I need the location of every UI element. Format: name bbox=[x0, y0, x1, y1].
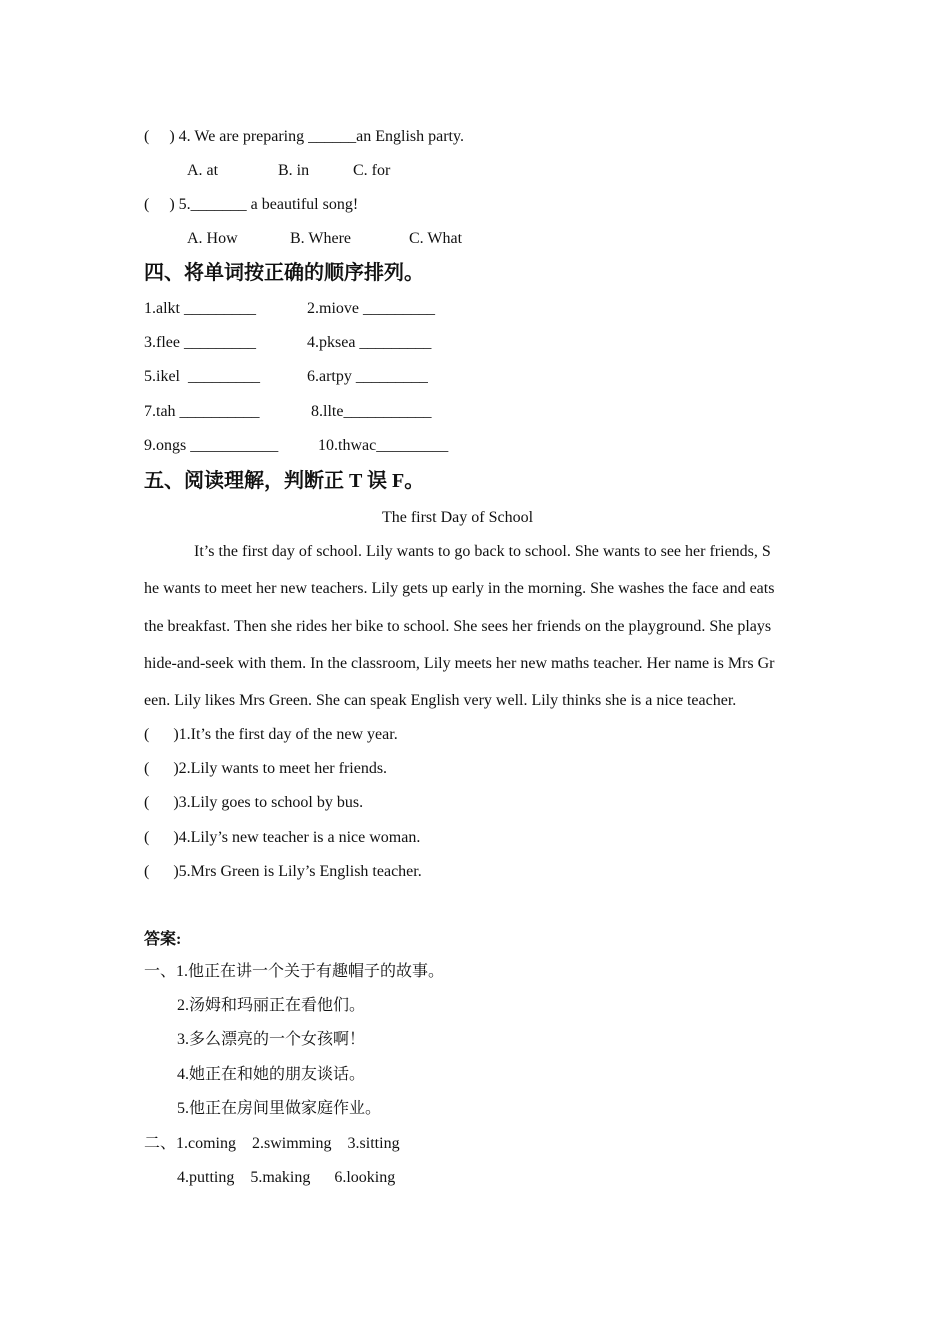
true-false-statement: ( )2.Lily wants to meet her friends. bbox=[144, 760, 388, 777]
true-false-statement: ( )4.Lily’s new teacher is a nice woman. bbox=[144, 829, 421, 846]
passage-title: The first Day of School bbox=[381, 509, 534, 526]
answer-line: 4.她正在和她的朋友谈话。 bbox=[177, 1066, 366, 1083]
unscramble-item: 2.miove _________ bbox=[307, 300, 435, 317]
answer-line: 二、1.coming 2.swimming 3.sitting bbox=[144, 1135, 400, 1152]
answer-line: 一、1.他正在讲一个关于有趣帽子的故事。 bbox=[144, 963, 445, 980]
unscramble-item: 6.artpy _________ bbox=[307, 368, 428, 385]
question-4-option-a: A. at bbox=[187, 162, 219, 179]
passage-line: the breakfast. Then she rides her bike to school. She sees her friends on the playground. She plays bbox=[144, 618, 772, 635]
section-5-heading: 五、阅读理解，判断正 T 误 F。 bbox=[144, 470, 425, 492]
true-false-statement: ( )3.Lily goes to school by bus. bbox=[144, 794, 364, 811]
passage-line: he wants to meet her new teachers. Lily gets up early in the morning. She washes the face and eats bbox=[144, 580, 775, 597]
unscramble-item: 10.thwac_________ bbox=[318, 437, 449, 454]
question-4-stem: ( ) 4. We are preparing ______an English party. bbox=[144, 128, 464, 145]
question-5-stem: ( ) 5._______ a beautiful song! bbox=[144, 196, 359, 213]
section-4-heading: 四、将单词按正确的顺序排列。 bbox=[144, 262, 424, 284]
unscramble-item: 3.flee _________ bbox=[144, 334, 256, 351]
unscramble-item: 9.ongs ___________ bbox=[144, 437, 279, 454]
passage-line: hide-and-seek with them. In the classroom, Lily meets her new maths teacher. Her name is Mrs Gr bbox=[144, 655, 775, 672]
question-4-option-b: B. in bbox=[278, 162, 310, 179]
true-false-statement: ( )5.Mrs Green is Lily’s English teacher. bbox=[144, 863, 422, 880]
passage-line: een. Lily likes Mrs Green. She can speak English very well. Lily thinks she is a nice teacher. bbox=[144, 692, 737, 709]
answer-line: 2.汤姆和玛丽正在看他们。 bbox=[177, 997, 366, 1014]
true-false-statement: ( )1.It’s the first day of the new year. bbox=[144, 726, 398, 743]
unscramble-item: 8.llte___________ bbox=[311, 403, 432, 420]
answer-line: 5.他正在房间里做家庭作业。 bbox=[177, 1100, 382, 1117]
question-5-option-c: C. What bbox=[409, 230, 463, 247]
unscramble-item: 1.alkt _________ bbox=[144, 300, 256, 317]
unscramble-item: 5.ikel _________ bbox=[144, 368, 260, 385]
unscramble-item: 7.tah __________ bbox=[144, 403, 260, 420]
answers-label: 答案: bbox=[144, 931, 182, 948]
unscramble-item: 4.pksea _________ bbox=[307, 334, 432, 351]
answer-line: 4.putting 5.making 6.looking bbox=[177, 1169, 396, 1186]
question-4-option-c: C. for bbox=[353, 162, 391, 179]
question-5-option-a: A. How bbox=[187, 230, 238, 247]
passage-line: It’s the first day of school. Lily wants to go back to school. She wants to see her friends, S bbox=[194, 543, 771, 560]
answer-line: 3.多么漂亮的一个女孩啊！ bbox=[177, 1031, 366, 1048]
question-5-option-b: B. Where bbox=[290, 230, 352, 247]
